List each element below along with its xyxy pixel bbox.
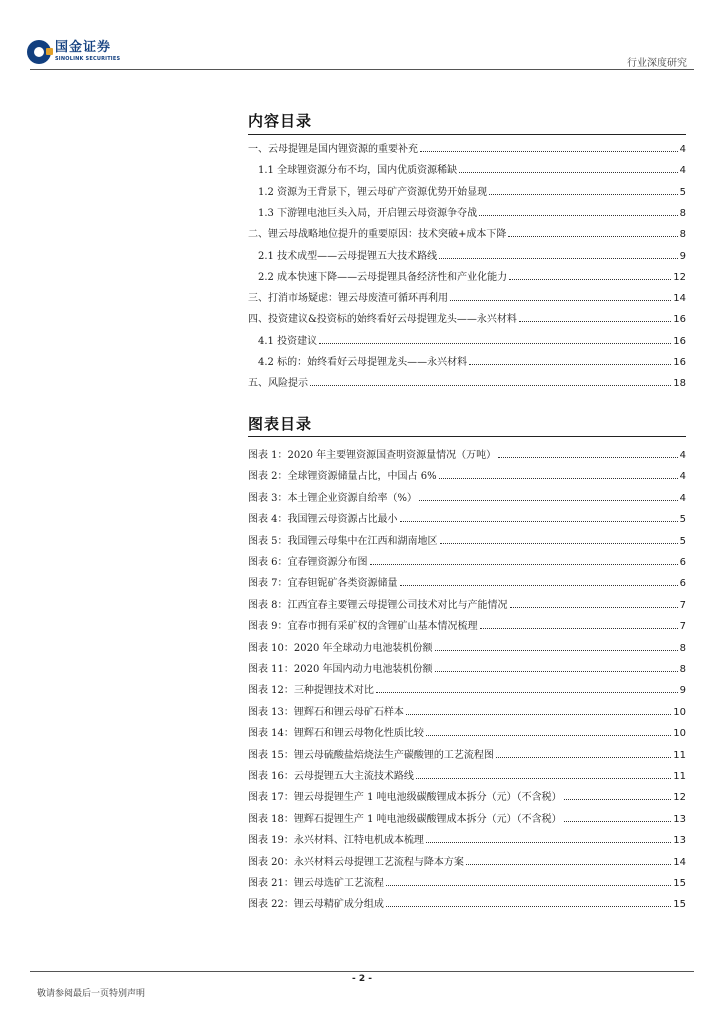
figure-entry[interactable] <box>248 894 686 910</box>
toc-entry[interactable] <box>248 224 686 240</box>
figure-entry[interactable] <box>248 873 686 889</box>
figure-entry[interactable] <box>248 680 686 696</box>
figure-entry-page: 13 <box>673 813 686 825</box>
figure-entry[interactable] <box>248 787 686 803</box>
figure-entry-page: 6 <box>679 578 686 590</box>
figure-entry-title: 图表 2：全球锂资源储量占比，中国占 6% <box>248 471 437 483</box>
figure-entry-page: 15 <box>673 878 686 889</box>
figure-entry-page: 11 <box>673 749 686 761</box>
toc-entry-leader <box>469 364 671 365</box>
disclaimer-text: 敬请参阅最后一页特别声明 <box>37 989 146 999</box>
toc-entry-page: 16 <box>673 335 686 347</box>
figure-entry-leader <box>439 478 678 479</box>
toc-entry-leader <box>310 385 671 386</box>
figure-entry-title: 图表 5：我国锂云母集中在江西和湖南地区 <box>248 535 438 547</box>
toc-entry-page: 16 <box>673 314 686 326</box>
figure-entry-page: 10 <box>673 728 686 740</box>
toc-entry[interactable] <box>248 373 686 389</box>
page-number: - 2 - <box>352 974 372 984</box>
figure-entry[interactable] <box>248 573 686 589</box>
figure-entry-leader <box>406 714 671 715</box>
logo-name-en: SINOLINK SECURITIES <box>55 56 121 62</box>
figure-entry-leader <box>564 821 672 822</box>
figure-entry-title: 图表 21：锂云母选矿工艺流程 <box>248 878 384 889</box>
figure-entry-page: 4 <box>679 492 686 504</box>
figure-entry-page: 13 <box>673 835 686 847</box>
figure-entry-title: 图表 13：锂辉石和锂云母矿石样本 <box>248 706 404 718</box>
figure-entry-leader <box>376 692 678 693</box>
figure-entry-title: 图表 15：锂云母硫酸盐焙烧法生产碳酸锂的工艺流程图 <box>248 749 494 761</box>
figure-entry[interactable] <box>248 445 686 461</box>
figure-entry[interactable] <box>248 702 686 718</box>
figures-heading-rule <box>248 436 686 437</box>
toc-entry-leader <box>319 343 671 344</box>
figure-entry-page: 8 <box>679 664 686 675</box>
figure-entry-leader <box>440 543 678 544</box>
figure-entry-leader <box>480 628 678 629</box>
toc-entry-leader <box>459 172 678 173</box>
figure-entry-leader <box>496 757 671 758</box>
logo-name-cn: 国金证券 <box>55 40 112 55</box>
toc-entry-title: 1.1 全球锂资源分布不均，国内优质资源稀缺 <box>258 165 458 177</box>
figure-entry[interactable] <box>248 809 686 825</box>
toc-entry-page: 4 <box>679 144 686 155</box>
figure-entry-title: 图表 1：2020 年主要锂资源国查明资源量情况（万吨） <box>248 450 497 461</box>
figure-entry-leader <box>466 864 671 865</box>
toc-entry-page: 4 <box>679 165 686 177</box>
figure-entry[interactable] <box>248 552 686 568</box>
figure-entry-leader <box>400 521 678 522</box>
figure-entry-page: 11 <box>673 771 686 782</box>
figure-entry[interactable] <box>248 766 686 782</box>
figure-entry[interactable] <box>248 531 686 547</box>
toc-entry[interactable] <box>248 288 686 304</box>
figure-entry-title: 图表 22：锂云母精矿成分组成 <box>248 899 384 911</box>
figure-entry[interactable] <box>248 852 686 868</box>
figure-entry-title: 图表 8：江西宜春主要锂云母提锂公司技术对比与产能情况 <box>248 599 508 611</box>
figure-entry[interactable] <box>248 466 686 482</box>
figure-entry-leader <box>386 885 671 886</box>
figure-entry-title: 图表 12：三种提锂技术对比 <box>248 685 374 697</box>
toc-entry-page: 16 <box>673 357 686 368</box>
figure-entry-title: 图表 10：2020 年全球动力电池装机份额 <box>248 642 433 654</box>
toc-entry-page: 8 <box>679 229 686 241</box>
figure-entry-page: 7 <box>679 599 686 611</box>
toc-entry[interactable] <box>258 182 686 198</box>
figure-entry-title: 图表 7：宜春钽铌矿各类资源储量 <box>248 578 398 590</box>
toc-heading: 内容目录 <box>248 112 313 130</box>
toc-entry[interactable] <box>258 267 686 283</box>
company-logo <box>27 40 120 64</box>
toc-entry-title: 二、锂云母战略地位提升的重要原因：技术突破+成本下降 <box>248 229 507 241</box>
toc-entry-page: 8 <box>679 207 686 219</box>
figure-entry-page: 10 <box>673 706 686 718</box>
figure-entry-page: 14 <box>673 856 686 868</box>
toc-entry-leader <box>439 258 678 259</box>
figure-entry-page: 5 <box>679 535 686 547</box>
figure-entry-page: 5 <box>679 514 686 526</box>
figure-entry-leader <box>435 671 678 672</box>
toc-entry-leader <box>420 151 678 152</box>
toc-entry-title: 4.2 标的：始终看好云母提锂龙头——永兴材料 <box>258 357 468 368</box>
toc-entry-leader <box>489 194 678 195</box>
figure-entry[interactable] <box>248 638 686 654</box>
toc-entry-page: 12 <box>673 271 686 283</box>
toc-entry-leader <box>509 279 671 280</box>
figures-heading: 图表目录 <box>248 415 313 433</box>
figure-entry[interactable] <box>248 745 686 761</box>
toc-entry[interactable] <box>258 331 686 347</box>
toc-entry-leader <box>450 300 671 301</box>
toc-entry[interactable] <box>258 246 686 262</box>
figure-entry-page: 8 <box>679 642 686 654</box>
toc-entry-leader <box>519 321 671 322</box>
figure-entry[interactable] <box>248 659 686 675</box>
figure-entry-page: 6 <box>679 557 686 568</box>
figure-entry-page: 4 <box>679 450 686 461</box>
toc-entry[interactable] <box>248 309 686 325</box>
toc-entry-leader <box>508 236 677 237</box>
figure-entry-title: 图表 6：宜春锂资源分布图 <box>248 557 368 568</box>
figure-entry-leader <box>370 564 678 565</box>
figure-entry-title: 图表 19：永兴材料、江特电机成本梳理 <box>248 835 424 847</box>
figure-entry-page: 12 <box>673 792 686 804</box>
toc-entry-title: 四、投资建议&投资标的始终看好云母提锂龙头——永兴材料 <box>248 314 517 326</box>
figure-entry[interactable] <box>248 723 686 739</box>
toc-entry-page: 18 <box>673 378 686 390</box>
figure-entry-title: 图表 14：锂辉石和锂云母物化性质比较 <box>248 728 424 740</box>
figure-entry[interactable] <box>248 488 686 504</box>
toc-entry-title: 1.3 下游锂电池巨头入局，开启锂云母资源争夺战 <box>258 207 478 219</box>
toc-entry[interactable] <box>258 203 686 219</box>
toc-entry-title: 2.1 技术成型——云母提锂五大技术路线 <box>258 250 438 262</box>
figure-entry-page: 9 <box>679 685 686 697</box>
toc-entry-title: 五、风险提示 <box>248 378 308 390</box>
toc-entry-page: 5 <box>679 186 686 198</box>
figure-entry-page: 7 <box>679 621 686 633</box>
figure-entry-leader <box>400 585 678 586</box>
figure-entry-leader <box>419 500 678 501</box>
header-divider <box>30 69 694 70</box>
figure-entry[interactable] <box>248 830 686 846</box>
figure-entry-title: 图表 3：本土锂企业资源自给率（%） <box>248 492 418 504</box>
report-type-label: 行业深度研究 <box>627 58 687 69</box>
figure-entry-leader <box>416 778 671 779</box>
figure-entry-leader <box>386 906 671 907</box>
figure-entry[interactable] <box>248 595 686 611</box>
figure-entry[interactable] <box>248 509 686 525</box>
figure-entry-page: 4 <box>679 471 686 483</box>
figure-entry-title: 图表 17：锂云母提锂生产 1 吨电池级碳酸锂成本拆分（元）（不含税） <box>248 792 562 804</box>
toc-entry[interactable] <box>248 139 686 155</box>
figure-entry-leader <box>426 735 671 736</box>
toc-entry[interactable] <box>258 160 686 176</box>
figure-entry-leader <box>510 607 678 608</box>
figure-entry-leader <box>426 842 671 843</box>
figure-entry-title: 图表 20：永兴材料云母提锂工艺流程与降本方案 <box>248 856 464 868</box>
figure-entry-title: 图表 16：云母提锂五大主流技术路线 <box>248 771 414 782</box>
figure-entry-leader <box>498 457 677 458</box>
figure-entry-leader <box>435 650 678 651</box>
footer-divider <box>30 971 694 972</box>
toc-entry-page: 9 <box>679 250 686 262</box>
toc-entry-title: 2.2 成本快速下降——云母提锂具备经济性和产业化能力 <box>258 271 508 283</box>
toc-entry-title: 三、打消市场疑虑：锂云母废渣可循环再利用 <box>248 293 448 305</box>
figure-entry[interactable] <box>248 616 686 632</box>
figure-entry-title: 图表 11：2020 年国内动力电池装机份额 <box>248 664 433 675</box>
toc-entry-leader <box>479 215 678 216</box>
page-header <box>0 0 724 70</box>
figure-entry-page: 15 <box>673 899 686 911</box>
toc-entry-title: 1.2 资源为王背景下，锂云母矿产资源优势开始显现 <box>258 186 488 198</box>
figure-entry-title: 图表 9：宜春市拥有采矿权的含锂矿山基本情况梳理 <box>248 621 478 633</box>
figure-entry-title: 图表 18：锂辉石提锂生产 1 吨电池级碳酸锂成本拆分（元）（不含税） <box>248 813 562 825</box>
toc-heading-rule <box>248 134 686 135</box>
toc-entry-title: 4.1 投资建议 <box>258 335 318 347</box>
toc-entry-page: 14 <box>673 293 686 305</box>
figure-entry-title: 图表 4：我国锂云母资源占比最小 <box>248 514 398 526</box>
toc-entry[interactable] <box>258 352 686 368</box>
figure-entry-leader <box>564 799 672 800</box>
logo-mark-icon <box>27 40 51 64</box>
toc-entry-title: 一、云母提锂是国内锂资源的重要补充 <box>248 144 418 155</box>
